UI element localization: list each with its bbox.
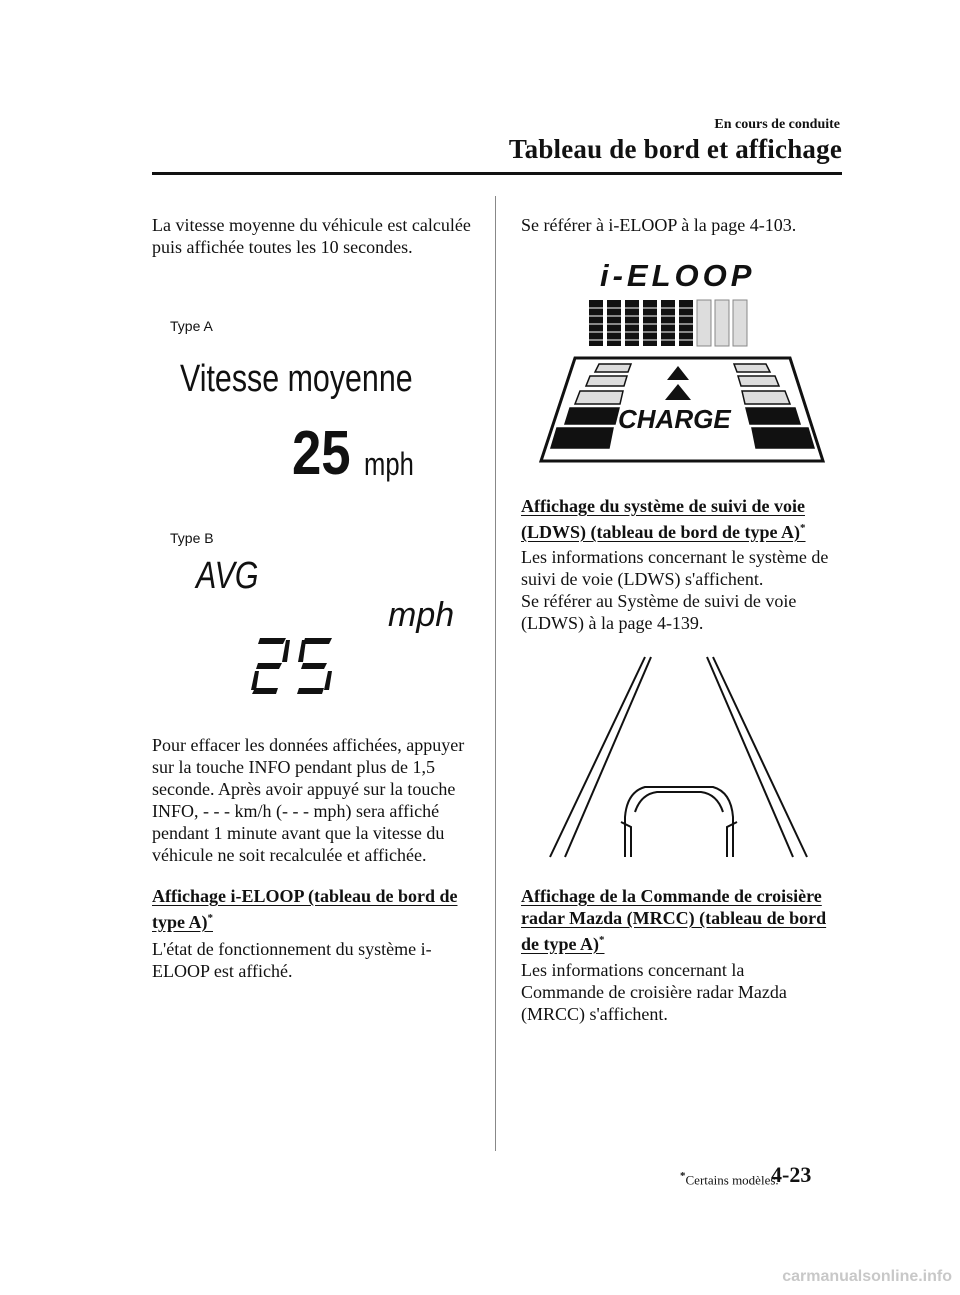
page-number: 4-23 xyxy=(771,1162,812,1187)
page-title: Tableau de bord et affichage xyxy=(508,134,842,164)
type-a-speed-value: 25 xyxy=(292,419,351,488)
type-a-speed-unit: mph xyxy=(364,446,414,482)
asterisk-icon: * xyxy=(680,1170,686,1182)
type-b-seven-segment-value xyxy=(250,636,340,696)
heading-mrcc-display: Affichage de la Commande de croisière radar Mazda (MRCC) (tableau de bord de type A)* xyxy=(521,886,827,954)
section-label: En cours de conduite xyxy=(714,117,840,132)
heading-eloop-display: Affichage i-ELOOP (tableau de bord de type A)* xyxy=(152,886,458,932)
ldws-info-paragraph: Les informations concernant le système de suivi de voie (LDWS) s'affichent. xyxy=(521,547,829,589)
asterisk-icon: * xyxy=(207,912,213,924)
eloop-charge-gauge xyxy=(535,296,830,471)
asterisk-icon: * xyxy=(800,522,806,534)
asterisk-icon: * xyxy=(599,934,605,946)
type-b-label: Type B xyxy=(170,530,214,546)
ldws-reference-paragraph: Se référer au Système de suivi de voie (LDWS) à la page 4-139. xyxy=(521,591,797,633)
heading-ldws-display: Affichage du système de suivi de voie (LDWS) (tableau de bord de type A)* xyxy=(521,496,806,542)
header-rule xyxy=(152,172,842,175)
type-b-speed-unit: mph xyxy=(388,596,455,634)
eloop-logo: i-ELOOP xyxy=(600,258,756,293)
eloop-reference-paragraph: Se référer à i-ELOOP à la page 4-103. xyxy=(521,215,797,235)
eloop-charge-label: CHARGE xyxy=(618,404,731,434)
type-a-label: Type A xyxy=(170,318,213,334)
watermark: carmanualsonline.info xyxy=(782,1268,952,1285)
column-divider xyxy=(495,196,496,1151)
type-a-display-title: Vitesse moyenne xyxy=(180,358,413,400)
eloop-status-paragraph: L'état de fonctionnement du système i-ELOOP est affiché. xyxy=(152,939,432,981)
footer-note: *Certains modèles. xyxy=(680,1170,779,1188)
ldws-lane-diagram xyxy=(545,652,815,862)
mrcc-info-paragraph: Les informations concernant la Commande de croisière radar Mazda (MRCC) s'affichent. xyxy=(521,960,787,1024)
avg-speed-paragraph: La vitesse moyenne du véhicule est calculée puis affichée toutes les 10 secondes. xyxy=(152,215,471,257)
type-b-avg-label: AVG xyxy=(196,555,259,597)
reset-info-paragraph: Pour effacer les données affichées, appuyer sur la touche INFO pendant plus de 1,5 seconde. Après avoir appuyé sur la touche INFO, - - - km/h (- - - mph) sera affiché pendant 1 minute avant que la vitesse du véhicule ne soit recalculée et affichée. xyxy=(152,735,465,865)
